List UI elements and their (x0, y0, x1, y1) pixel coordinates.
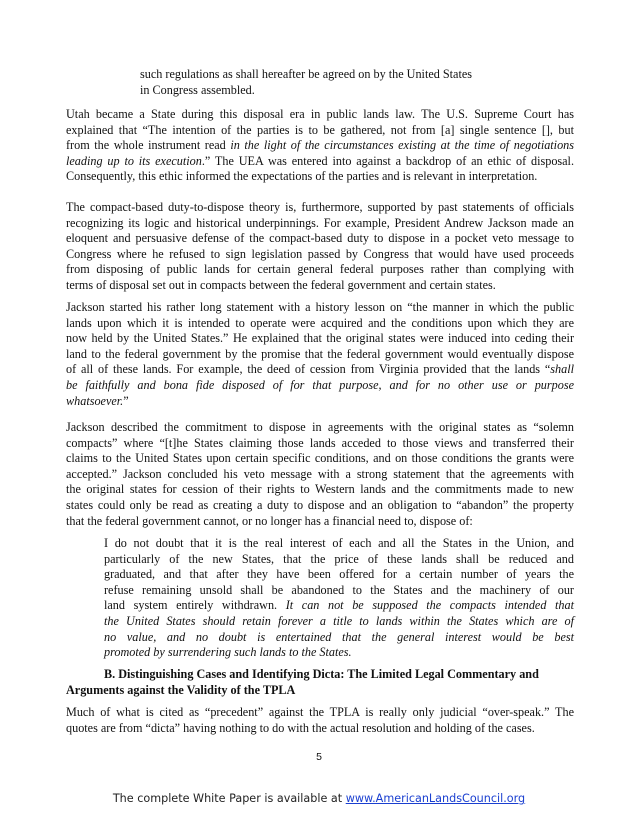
italic-run: the United States should retain forever a title to lands within the States which are of (104, 613, 574, 628)
text-line: Congress where he refused to sign legislation passed by Congress that would have used proceeds (66, 246, 574, 261)
text-line: Consequently, this ethic informed the expectations of the parties and is relevant in interpretation. (66, 169, 538, 184)
text-line: terms of disposal set out in compacts between the federal government and certain states. (66, 277, 496, 292)
italic-run: It can not be supposed the compacts intended that (285, 598, 575, 613)
paragraph-precedent (66, 705, 574, 736)
text-line: Utah became a State during this disposal era in public lands law. The U.S. Supreme Court has (66, 107, 574, 121)
italic-run: leading up to its execution (66, 153, 202, 168)
text-line (66, 394, 574, 410)
text-line: in Congress assembled. (140, 82, 255, 97)
italic-run: whatsoever. (66, 393, 124, 408)
italic-run: in the light of the circumstances existing at the time of negotiations (230, 138, 574, 153)
text-line: that the federal government cannot, or no longer has a financial need to, dispose of: (66, 513, 473, 528)
text-line: the original states for cession of their rights to Western lands and the commitments made to new (66, 482, 574, 497)
footer-link[interactable]: www.AmericanLandsCouncil.org (345, 792, 526, 805)
text-line (104, 630, 574, 646)
text-line: claims to the United States upon certain specific conditions, and on those conditions the grants were (66, 451, 574, 466)
text-line: Much of what is cited as “precedent” against the TPLA is really only judicial “over-speak.” The (66, 705, 574, 719)
text-line (66, 154, 574, 170)
text-line: The compact-based duty-to-dispose theory is, furthermore, supported by past statements of officials (66, 200, 574, 214)
text-line: recognizing its logic and historical underpinnings. For example, President Andrew Jackson made an (66, 215, 574, 230)
footer (0, 792, 638, 805)
italic-run: shall (550, 362, 574, 377)
section-heading (66, 667, 574, 698)
page-number: 5 (316, 751, 322, 763)
text-line: land to the federal government by the promise that the federal government would eventually dispose (66, 346, 574, 361)
text-line: eloquent and persuasive defense of the compact-based duty to dispose in a pocket veto message to (66, 231, 574, 246)
footer-text: The complete White Paper is available at (112, 792, 346, 805)
text-line: lands upon which it is intended to operate were acquired and the conditions upon which they are (66, 315, 574, 330)
text-line (104, 614, 574, 630)
text-line: from disposing of public lands for certain general federal purposes rather than complying with (66, 262, 574, 277)
paragraph-solemn-compacts (66, 420, 574, 529)
text-line: quotes are from “dicta” having nothing to do with the actual resolution and holding of the cases. (66, 720, 535, 735)
text-line: refuse remaining unsold shall be abandoned to the States and the machinery of our (104, 582, 574, 597)
text-line (66, 362, 574, 378)
paragraph-jackson-veto (66, 200, 574, 294)
text-line: states could only be read as creating a duty to dispose and an obligation to “abandon” the property (66, 497, 574, 512)
italic-run: promoted by surrendering such lands to the States. (104, 645, 352, 660)
paragraph-history-lesson (66, 300, 574, 409)
text-run: ” (123, 393, 129, 408)
text-run: land system entirely withdrawn. (104, 598, 286, 613)
text-line: such regulations as shall hereafter be agreed on by the United States (140, 67, 472, 81)
text-line: Jackson described the commitment to dispose in agreements with the original states as “solemn (66, 420, 574, 434)
italic-run: be faithfully and bona fide disposed of for that purpose, and for no other use or purpose (66, 377, 574, 392)
heading-line: B. Distinguishing Cases and Identifying Dicta: The Limited Legal Commentary and (104, 667, 539, 681)
text-line (66, 138, 574, 154)
text-line: I do not doubt that it is the real interest of each and all the States in the Union, and (104, 536, 574, 550)
text-run: from the whole instrument read (66, 138, 231, 153)
text-line: explained that “The intention of the parties is to be gathered, not from [a] single sentence [], but (66, 122, 574, 137)
heading-line: Arguments against the Validity of the TPLA (66, 682, 296, 697)
text-line (104, 598, 574, 614)
text-run: .” The UEA was entered into against a backdrop of an ethic of disposal. (201, 153, 574, 168)
text-line: accepted.” Jackson concluded his veto message with a strong statement that the agreements with (66, 466, 574, 481)
text-line (66, 378, 574, 394)
block-quote-jackson (104, 536, 574, 661)
text-run: of all of these lands. For example, the deed of cession from Virginia provided that the lands “ (66, 362, 551, 377)
paragraph-utah-statehood (66, 107, 574, 185)
text-line: particularly of the new States, that the price of these lands shall be reduced and (104, 551, 574, 566)
text-line: graduated, and that after they have been offered for a certain number of years the (104, 567, 574, 582)
text-line (104, 645, 574, 661)
text-line: Jackson started his rather long statement with a history lesson on “the manner in which the public (66, 300, 574, 314)
text-line: now held by the United States.” He explained that the original states were induced into ceding their (66, 331, 574, 346)
italic-run: no value, and no doubt is entertained that the general interest would be best (104, 629, 574, 644)
top-quote-continuation (140, 67, 560, 98)
text-line: compacts” where “[t]he States claiming those lands acceded to those views and transferred their (66, 435, 574, 450)
